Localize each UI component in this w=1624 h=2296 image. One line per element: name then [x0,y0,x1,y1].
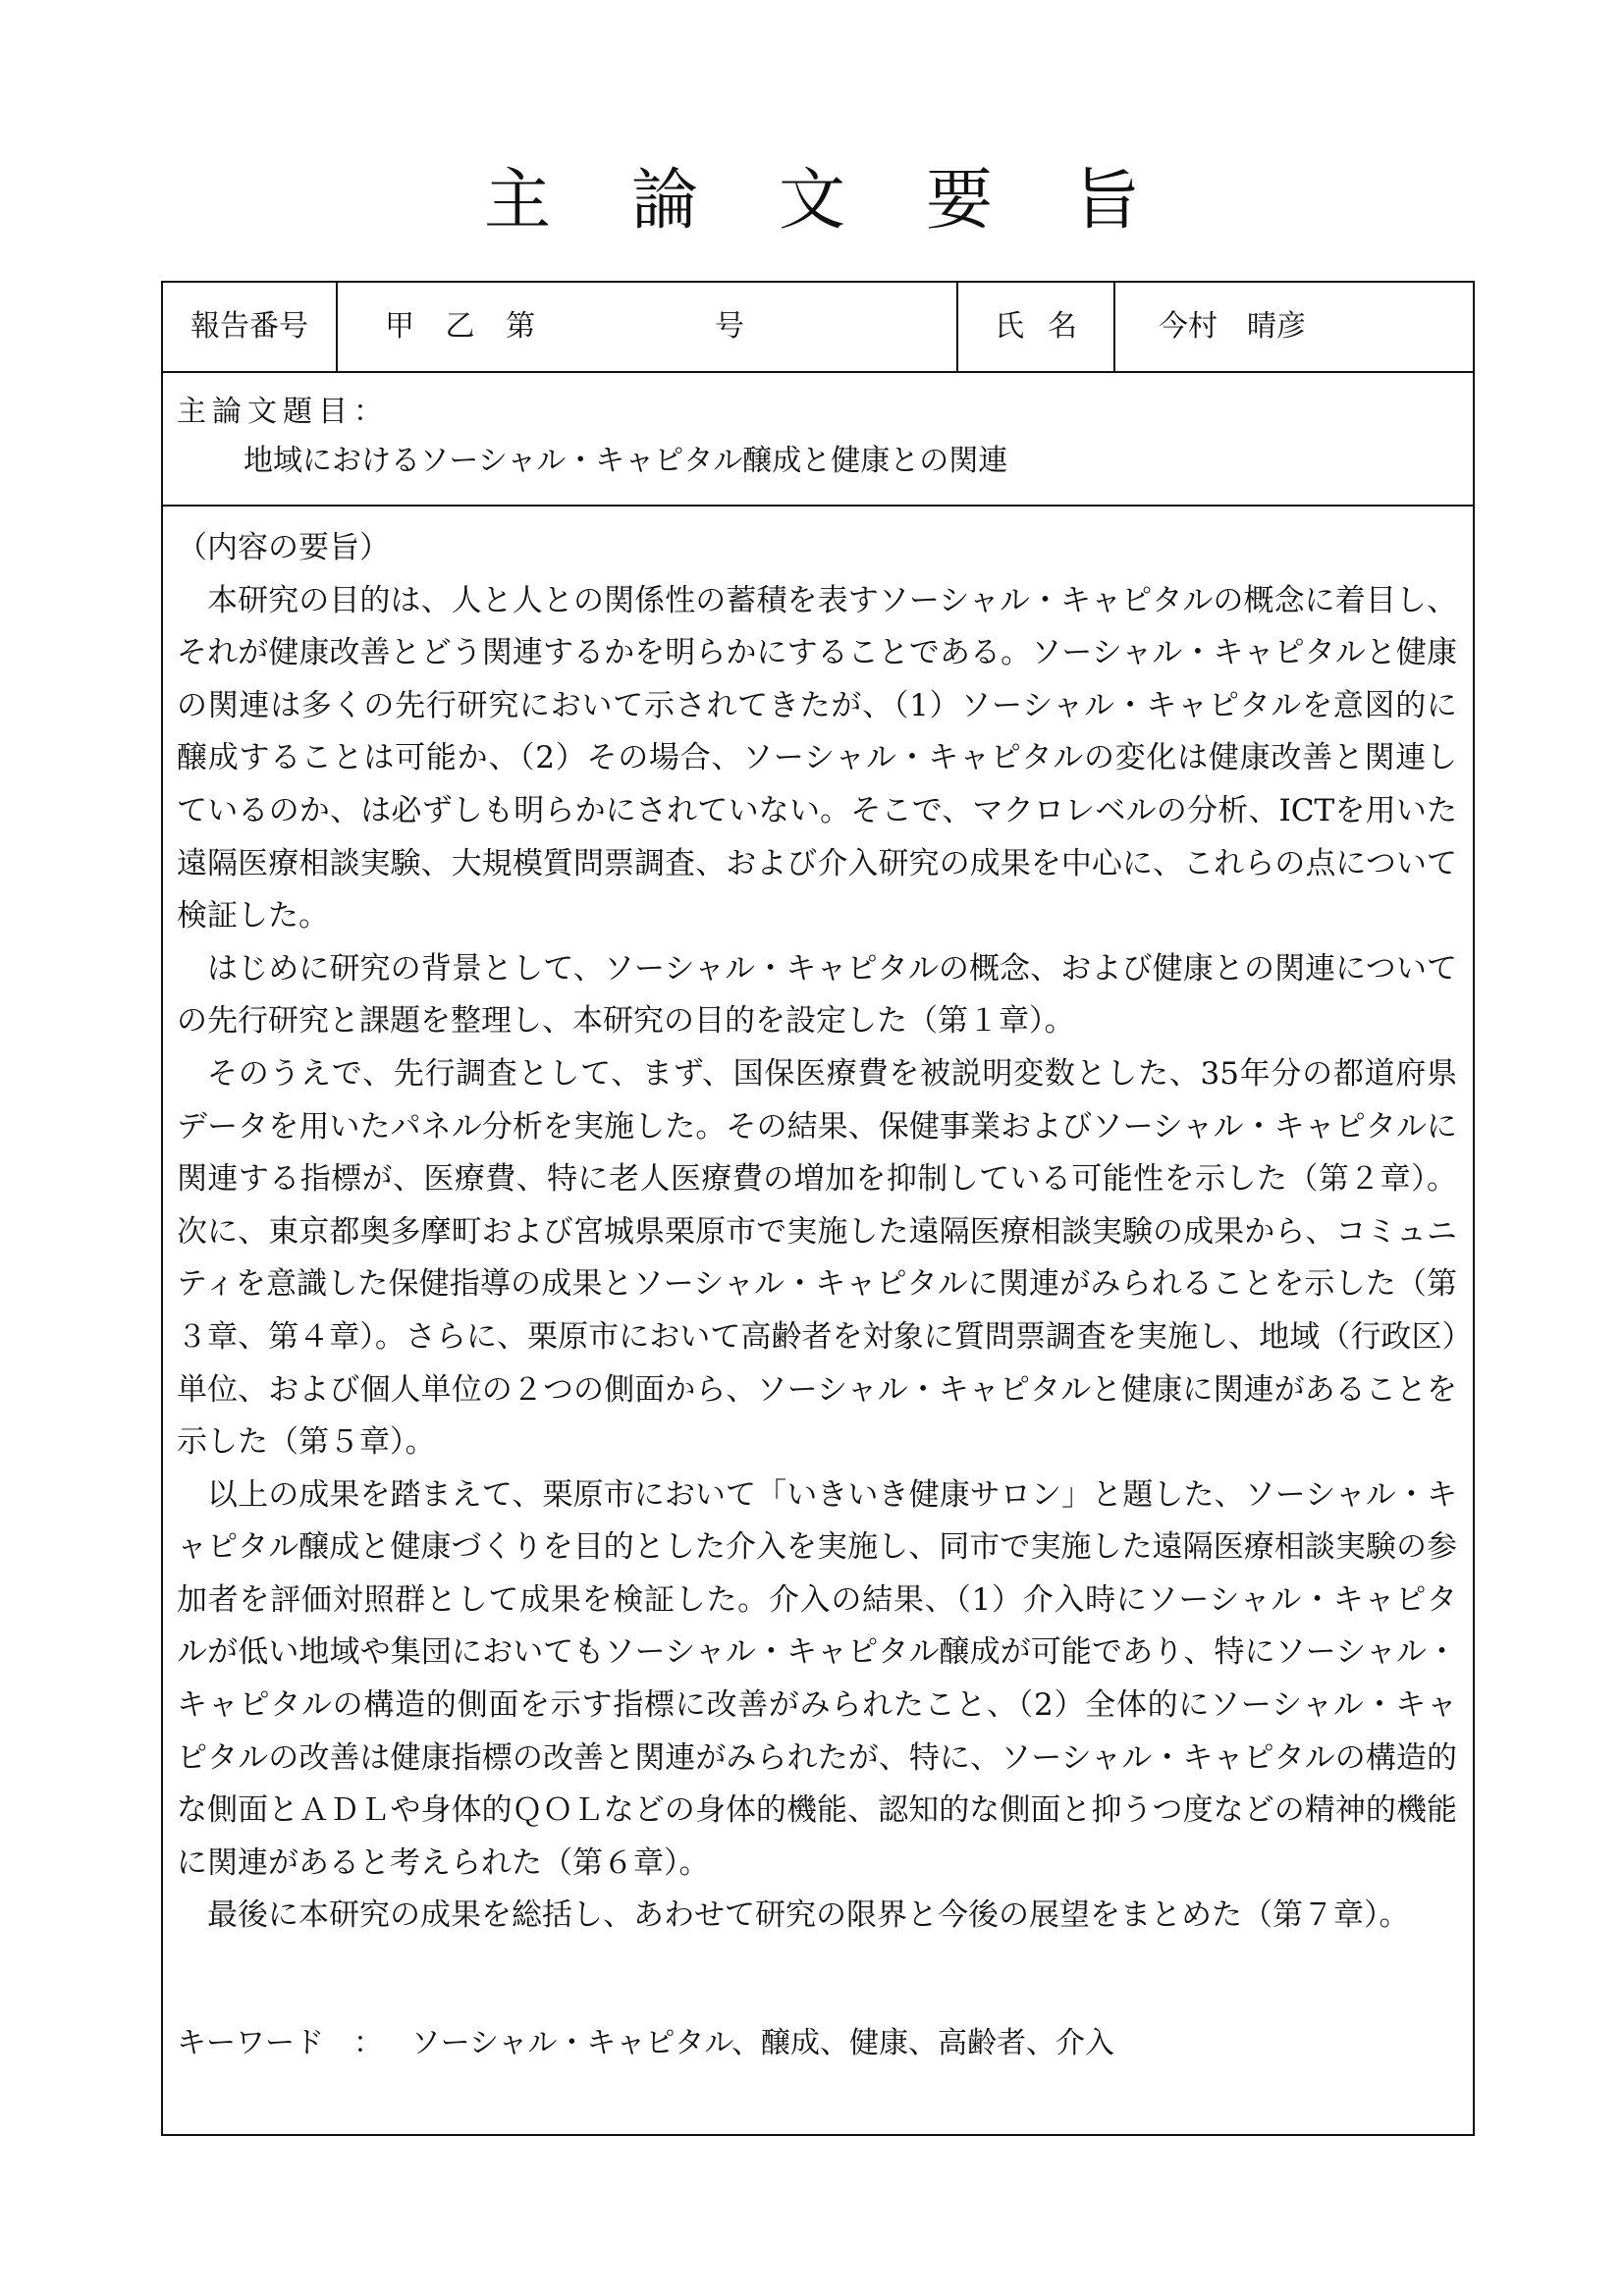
abstract-form [161,281,1475,2136]
report-info-row [163,283,1473,373]
keywords-text: ソーシャル・キャピタル、醸成、健康、高齢者、介入 [410,2026,1115,2060]
thesis-title-row [163,373,1473,507]
summary-section [177,522,1457,1943]
name-value: 今村 晴彦 [1159,309,1306,344]
summary-paragraph: 最後に本研究の成果を総括し、あわせて研究の限界と今後の展望をまとめた（第７章）。 [207,1897,1410,1934]
report-number-field [338,283,958,371]
document-title: 主論文要旨 [483,162,1220,240]
keywords-line [177,2018,1114,2061]
summary-paragraph: 本研究の目的は、人と人との関係性の蓄積を表すソーシャル・キャピタルの概念に着目し、それが健康改善とどう関連するかを明らかにすることである。ソーシャル・キャピタルと健康の関連は多くの先行研究において示されてきたが、（1）ソーシャル・キャピタルを意図的に醸成することは可能か、（2）その場合、ソーシャル・キャピタルの変化は健康改善と関連しているのか、は必ずしも明らかにされていない。そこで、マクロレベルの分析、ICTを用いた遠隔医療相談実験、大規模質問票調査、および介入研究の成果を中心に、これらの点について検証した。 [177,582,1457,934]
report-gou: 号 [715,309,744,344]
name-label: 氏名 [958,283,1115,371]
summary-heading: （内容の要旨） [177,530,390,565]
summary-paragraph: 以上の成果を踏まえて、栗原市において「いきいき健康サロン」と題した、ソーシャル・キャピタル醸成と健康づくりを目的とした介入を実施し、同市で実施した遠隔医療相談実験の参加者を評価対照群として成果を検証した。介入の結果、（1）介入時にソーシャル・キャピタルが低い地域や集団においてもソーシャル・キャピタル醸成が可能であり、特にソーシャル・キャピタルの構造的側面を示す指標に改善がみられたこと、（2）全体的にソーシャル・キャピタルの改善は健康指標の改善と関連がみられたが、特に、ソーシャル・キャピタルの構造的な側面とＡＤＬや身体的ＱＯＬなどの身体的機能、認知的な側面と抑うつ度などの精神的機能に関連があると考えられた（第６章）。 [177,1476,1457,1881]
keywords-label: キーワード ： [177,2026,383,2060]
summary-paragraph: そのうえで、先行調査として、まず、国保医療費を被説明変数とした、35年分の都道府県データを用いたパネル分析を実施した。その結果、保健事業およびソーシャル・キャピタルに関連する指標が、医療費、特に老人医療費の増加を抑制している可能性を示した（第２章）。次に、東京都奥多摩町および宮城県栗原市で実施した遠隔医療相談実験の成果から、コミュニティを意識した保健指導の成果とソーシャル・キャピタルに関連がみられることを示した（第３章、第４章）。さらに、栗原市において高齢者を対象に質問票調査を実施し、地域（行政区）単位、および個人単位の２つの側面から、ソーシャル・キャピタルと健康に関連があることを示した（第５章）。 [177,1055,1457,1461]
report-number-label: 報告番号 [163,283,338,371]
thesis-title-label: 主論文題目： [177,395,389,429]
summary-paragraph: はじめに研究の背景として、ソーシャル・キャピタルの概念、および健康との関連についての先行研究と課題を整理し、本研究の目的を設定した（第１章）。 [177,950,1457,1040]
thesis-title: 地域におけるソーシャル・キャピタル醸成と健康との関連 [244,444,1008,478]
report-kou-otsu: 甲 乙 第 [385,309,536,344]
